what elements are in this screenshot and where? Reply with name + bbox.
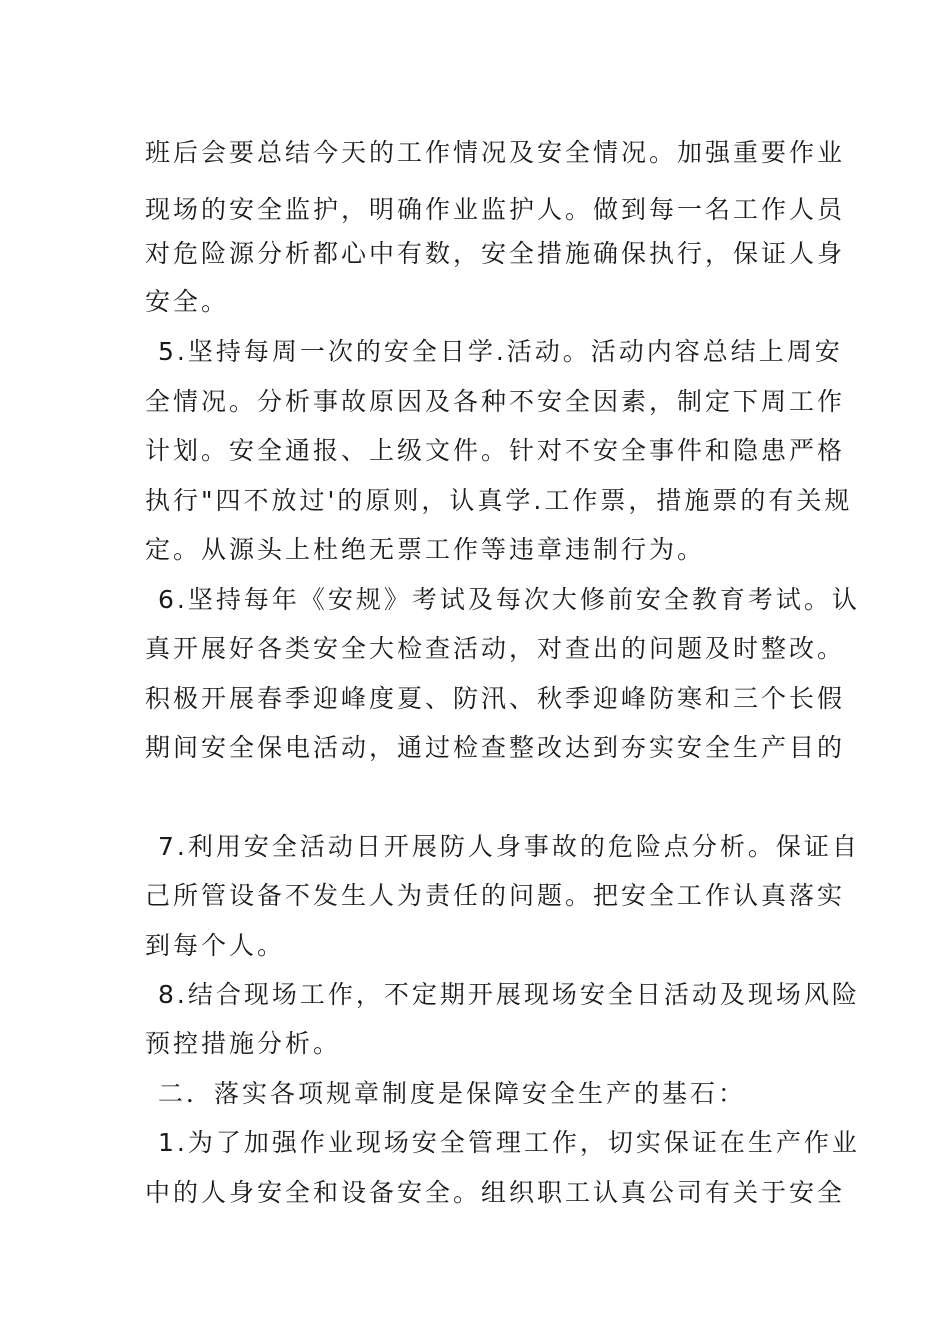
text-line: 安全。 — [145, 287, 230, 316]
section-heading: 二．落实各项规章制度是保障安全生产的基石： — [158, 1079, 747, 1108]
text-line: 计划。安全通报、上级文件。针对不安全事件和隐患严格 — [145, 436, 846, 465]
list-item-8: 8.结合现场工作，不定期开展现场安全日活动及现场风险 — [158, 980, 860, 1009]
text-line: 执行"四不放过'的原则，认真学.工作票，措施票的有关规 — [145, 486, 853, 515]
text-line: 预控措施分析。 — [145, 1029, 342, 1058]
text-line: 中的人身安全和设备安全。组织职工认真公司有关于安全 — [145, 1178, 846, 1207]
text-line: 积极开展春季迎峰度夏、防汛、秋季迎峰防寒和三个长假 — [145, 684, 846, 713]
text-line: 现场的安全监护，明确作业监护人。做到每一名工作人员 — [145, 195, 846, 224]
text-line: 定。从源头上杜绝无票工作等违章违制行为。 — [145, 535, 706, 564]
list-item-5: 5.坚持每周一次的安全日学.活动。活动内容总结上周安 — [158, 337, 843, 366]
text-line: 真开展好各类安全大检查活动，对查出的问题及时整改。 — [145, 634, 846, 663]
text-line: 班后会要总结今天的工作情况及安全情况。加强重要作业 — [145, 138, 846, 167]
text-line: 期间安全保电活动，通过检查整改达到夯实安全生产目的 — [145, 733, 846, 762]
text-line: 对危险源分析都心中有数，安全措施确保执行，保证人身 — [145, 239, 846, 268]
list-item-1: 1.为了加强作业现场安全管理工作，切实保证在生产作业 — [158, 1128, 860, 1157]
text-line: 全情况。分析事故原因及各种不安全因素，制定下周工作 — [145, 387, 846, 416]
list-item-7: 7.利用安全活动日开展防人身事故的危险点分析。保证自 — [158, 832, 860, 861]
list-item-6: 6.坚持每年《安规》考试及每次大修前安全教育考试。认 — [158, 585, 860, 614]
text-line: 到每个人。 — [145, 931, 286, 960]
text-line: 己所管设备不发生人为责任的问题。把安全工作认真落实 — [145, 881, 846, 910]
